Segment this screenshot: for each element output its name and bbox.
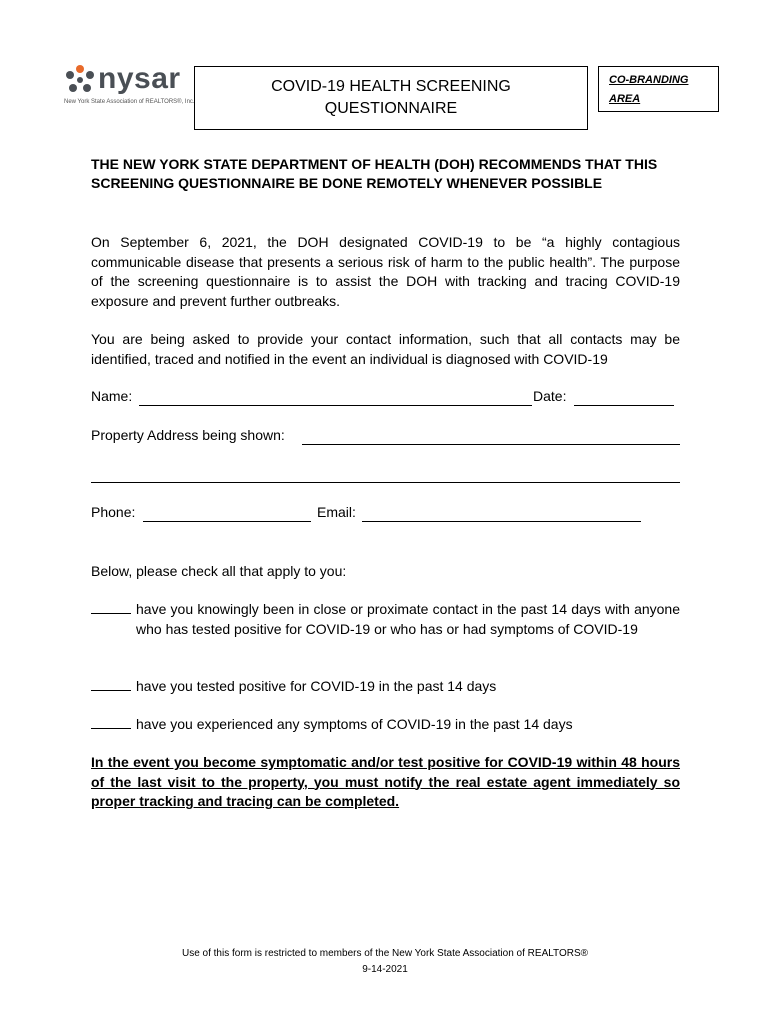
co-branding-line-2: AREA [609,93,641,105]
notification-warning: In the event you become symptomatic and/or test positive for COVID-19 within 48 hours of the last visit to the property, you must notify the real estate agent immediately so proper tracking and tracing can be completed. [91,754,680,809]
doh-recommendation-heading: THE NEW YORK STATE DEPARTMENT OF HEALTH (DOH) RECOMMENDS THAT THIS SCREENING QUESTIONNAIRE BE DONE REMOTELY WHENEVER POSSIBLE [91,156,658,191]
property-address-label: Property Address being shown: [91,427,285,443]
phone-input-line[interactable] [143,504,311,522]
nysar-logo [64,62,195,112]
intro-paragraph: On September 6, 2021, the DOH designated COVID-19 to be “a highly contagious communicable disease that presents a serious risk of harm to the public health”. The purpose of the screening questionnaire is to assist the DOH with tracking and tracing COVID-19 exposure and prevent further outbreaks. [91,234,680,309]
logo-wordmark: nysar [98,62,181,95]
check-blank[interactable] [91,690,131,691]
check-blank[interactable] [91,613,131,614]
checklist-item [91,715,680,735]
logo-tagline: New York State Association of REALTORS®, Inc. [64,99,195,105]
property-address-input-line[interactable] [302,427,680,445]
co-branding-area [598,66,719,112]
email-label: Email: [317,504,356,520]
property-address-input-line-2[interactable] [91,465,680,483]
check-blank[interactable] [91,728,131,729]
co-branding-line-1: CO-BRANDING [609,74,689,86]
form-title-line-1: COVID-19 HEALTH SCREENING [271,78,511,95]
date-label: Date: [533,388,567,404]
phone-label: Phone: [91,504,136,520]
checklist-item-text: have you tested positive for COVID-19 in the past 14 days [136,678,497,694]
checklist-item-text: have you experienced any symptoms of COVID-19 in the past 14 days [136,716,573,732]
name-label: Name: [91,388,133,404]
checklist-item [91,600,680,660]
footer-restriction-notice: Use of this form is restricted to members of the New York State Association of REALTORS® [181,948,589,959]
nysar-emblem-icon [64,64,96,96]
date-input-line[interactable] [574,388,674,406]
email-input-line[interactable] [362,504,641,522]
checklist-item-text: have you knowingly been in close or proximate contact in the past 14 days with anyone who has tested positive for COVID-19 or who has or had symptoms of COVID-19 [136,601,680,637]
checklist-intro: Below, please check all that apply to you: [91,563,347,579]
contact-info-paragraph: You are being asked to provide your contact information, such that all contacts may be identified, traced and notified in the event an individual is diagnosed with COVID-19 [91,331,680,367]
form-title-box [194,66,588,130]
checklist-item [91,677,680,697]
name-input-line[interactable] [139,388,532,406]
footer-form-date: 9-14-2021 [362,964,408,975]
form-title-line-2: QUESTIONNAIRE [324,100,458,117]
